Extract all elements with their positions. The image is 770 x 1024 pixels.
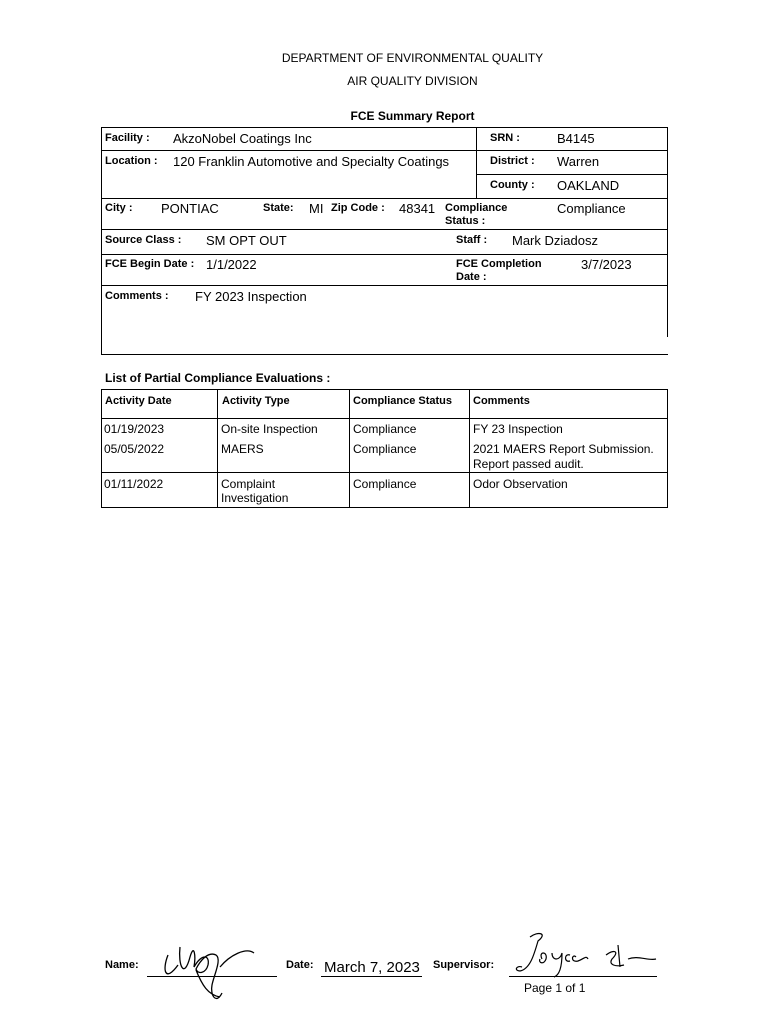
location-value: 120 Franklin Automotive and Specialty Coatings bbox=[173, 154, 450, 169]
compliance-status-cell: Compliance bbox=[353, 442, 417, 456]
source-class-value: SM OPT OUT bbox=[206, 233, 287, 248]
compliance-status-cell: Compliance bbox=[353, 422, 417, 436]
date-value: March 7, 2023 bbox=[324, 959, 420, 976]
compliance-status-label: Compliance bbox=[445, 202, 508, 214]
zip-label: Zip Code : bbox=[331, 202, 385, 214]
page-number: Page 1 of 1 bbox=[524, 981, 586, 995]
compliance-status-value: Compliance bbox=[557, 201, 626, 216]
report-title: FCE Summary Report bbox=[350, 109, 475, 123]
comment-cell-line-2: Report passed audit. bbox=[473, 457, 584, 471]
fce-completion-date-label: FCE Completion bbox=[456, 258, 542, 270]
activity-date-cell: 01/19/2023 bbox=[104, 422, 165, 436]
activity-date-cell: 01/11/2022 bbox=[104, 477, 164, 491]
facility-value: AkzoNobel Coatings Inc bbox=[173, 131, 312, 146]
column-header-compliance-status: Compliance Status bbox=[353, 395, 453, 407]
activity-type-cell-line-2: Investigation bbox=[221, 491, 289, 505]
state-label: State: bbox=[263, 202, 294, 214]
comments-label: Comments : bbox=[105, 290, 169, 302]
division-heading: AIR QUALITY DIVISION bbox=[347, 74, 478, 88]
comment-cell: FY 23 Inspection bbox=[473, 422, 563, 436]
activity-type-cell: MAERS bbox=[221, 442, 264, 456]
fce-begin-date-label: FCE Begin Date : bbox=[105, 258, 195, 270]
city-label: City : bbox=[105, 202, 133, 214]
district-value: Warren bbox=[557, 154, 600, 169]
column-header-activity-type: Activity Type bbox=[222, 395, 290, 407]
pce-list-title: List of Partial Compliance Evaluations : bbox=[105, 371, 331, 385]
activity-type-cell: On-site Inspection bbox=[221, 422, 318, 436]
name-label: Name: bbox=[105, 959, 139, 971]
comment-cell: 2021 MAERS Report Submission. bbox=[473, 442, 654, 456]
zip-value: 48341 bbox=[399, 201, 436, 216]
county-value: OAKLAND bbox=[557, 178, 620, 193]
fce-begin-date-value: 1/1/2022 bbox=[206, 257, 257, 272]
county-label: County : bbox=[490, 179, 535, 191]
srn-value: B4145 bbox=[557, 131, 595, 146]
comments-value: FY 2023 Inspection bbox=[195, 289, 307, 304]
source-class-label: Source Class : bbox=[105, 234, 182, 246]
date-label: Date: bbox=[286, 959, 314, 971]
state-value: MI bbox=[309, 201, 324, 216]
staff-value: Mark Dziadosz bbox=[512, 233, 598, 248]
srn-label: SRN : bbox=[490, 132, 520, 144]
column-header-activity-date: Activity Date bbox=[105, 395, 172, 407]
supervisor-signature bbox=[508, 925, 658, 985]
column-header-comments: Comments bbox=[473, 395, 530, 407]
staff-label: Staff : bbox=[456, 234, 488, 246]
activity-date-cell: 05/05/2022 bbox=[104, 442, 165, 456]
supervisor-label: Supervisor: bbox=[433, 959, 495, 971]
inspector-signature bbox=[150, 925, 270, 1015]
activity-type-cell: Complaint bbox=[221, 477, 276, 491]
city-value: PONTIAC bbox=[161, 201, 219, 216]
district-label: District : bbox=[490, 155, 535, 167]
location-label: Location : bbox=[105, 155, 158, 167]
fce-completion-date-value: 3/7/2023 bbox=[581, 257, 632, 272]
date-underline bbox=[321, 976, 422, 977]
compliance-status-cell: Compliance bbox=[353, 477, 417, 491]
department-heading: DEPARTMENT OF ENVIRONMENTAL QUALITY bbox=[281, 51, 544, 65]
facility-label: Facility : bbox=[105, 132, 150, 144]
fce-completion-date-label-2: Date : bbox=[456, 271, 487, 283]
compliance-status-label-2: Status : bbox=[445, 215, 486, 227]
comment-cell: Odor Observation bbox=[473, 477, 568, 491]
